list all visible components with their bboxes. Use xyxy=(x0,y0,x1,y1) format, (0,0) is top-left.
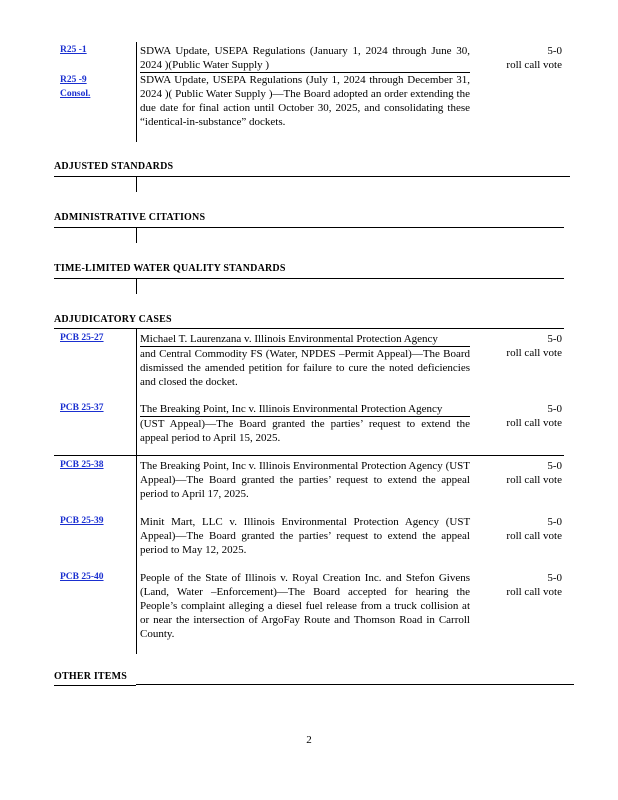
case-row xyxy=(54,515,570,561)
item-description-line1: SDWA Update, USEPA Regulations (January 1, 2024 through June 30, 2024 )(Public Water Supply ) xyxy=(140,45,470,71)
case-description xyxy=(140,459,470,501)
case-summary: (UST Appeal)—The Board granted the parties’ request to extend the appeal period to April 17, 2025. xyxy=(140,460,471,500)
column-divider xyxy=(136,328,137,654)
vote-count: 5-0 xyxy=(547,333,562,345)
column-divider xyxy=(136,278,137,294)
case-description xyxy=(140,332,470,389)
docket-link-pcb-25-39[interactable]: PCB 25-39 xyxy=(60,516,104,526)
case-summary: (UST Appeal)—The Board granted the parties’ request to extend the appeal period to April 15, 2025. xyxy=(140,418,470,444)
section-rule xyxy=(54,176,570,177)
vote-count: 5-0 xyxy=(547,460,562,472)
vote-type: roll call vote xyxy=(506,474,562,486)
item-description-rest: SDWA Update, USEPA Regulations (July 1, 2024 through December 31, 2024 )( Public Water Supply )—The Board adopted an order extending the due date for final action until October 30, 2025, and consolidating these “identical-in-substance” dockets. xyxy=(140,74,470,128)
vote-count: 5-0 xyxy=(547,45,562,57)
vote-count: 5-0 xyxy=(547,516,562,528)
docket-link-pcb-25-40[interactable]: PCB 25-40 xyxy=(60,572,104,582)
vote-type: roll call vote xyxy=(506,586,562,598)
case-description xyxy=(140,571,470,641)
case-row xyxy=(54,402,570,448)
case-row xyxy=(54,332,570,392)
vote-result xyxy=(482,571,562,599)
vote-count: 5-0 xyxy=(547,572,562,584)
section-heading-time-limited-standards: TIME-LIMITED WATER QUALITY STANDARDS xyxy=(54,263,286,274)
column-divider xyxy=(136,227,137,243)
case-description xyxy=(140,515,470,557)
docket-link-consol[interactable]: Consol. xyxy=(60,89,91,99)
section-rule xyxy=(54,328,564,329)
case-row xyxy=(54,459,570,505)
section-rule xyxy=(54,227,564,228)
case-row xyxy=(54,571,570,647)
vote-type: roll call vote xyxy=(506,59,562,71)
section-heading-administrative-citations: ADMINISTRATIVE CITATIONS xyxy=(54,212,206,223)
row-rule xyxy=(54,455,564,456)
item-description xyxy=(140,44,470,129)
case-title: Michael T. Laurenzana v. Illinois Environmental Protection Agency xyxy=(140,332,470,347)
column-divider xyxy=(136,176,137,192)
case-title: The Breaking Point, Inc v. Illinois Environmental Protection Agency xyxy=(140,460,443,472)
page-number: 2 xyxy=(306,734,312,746)
docket-link-pcb-25-27[interactable]: PCB 25-27 xyxy=(60,333,104,343)
section-rule xyxy=(54,685,136,686)
rulemaking-item xyxy=(54,44,570,144)
case-summary: Givens (Land, Water –Enforcement)—The Board accepted for hearing the People’s complaint alleging a diesel fuel release from a truck collision at or near the intersection of ArgoFay Route and Thomson Road in Carroll County. xyxy=(140,572,471,640)
vote-type: roll call vote xyxy=(506,347,562,359)
section-rule xyxy=(136,684,574,685)
case-title: The Breaking Point, Inc v. Illinois Environmental Protection Agency xyxy=(140,402,470,417)
case-description xyxy=(140,402,470,445)
vote-result xyxy=(482,402,562,430)
docket-link-pcb-25-37[interactable]: PCB 25-37 xyxy=(60,403,104,413)
docket-link-pcb-25-38[interactable]: PCB 25-38 xyxy=(60,460,104,470)
case-summary: and Central Commodity FS (Water, NPDES –Permit Appeal)—The Board dismissed the amended petition for failure to cure the noted deficiencies and closed the docket. xyxy=(140,348,470,388)
vote-type: roll call vote xyxy=(506,417,562,429)
case-summary: Appeal)—The Board granted the parties’ request to extend the appeal period to May 12, 2025. xyxy=(140,530,470,556)
vote-result xyxy=(482,44,562,72)
vote-count: 5-0 xyxy=(547,403,562,415)
section-heading-other-items: OTHER ITEMS xyxy=(54,671,128,682)
case-title: People of the State of Illinois v. Royal Creation Inc. and Stefon xyxy=(140,572,435,584)
vote-result xyxy=(482,459,562,487)
docket-link-r25-9[interactable]: R25 -9 xyxy=(60,75,87,85)
case-title: Minit Mart, LLC v. Illinois Environmental Protection Agency (UST xyxy=(140,516,470,528)
vote-type: roll call vote xyxy=(506,530,562,542)
vote-result xyxy=(482,515,562,543)
column-divider xyxy=(136,42,137,142)
section-rule xyxy=(54,278,564,279)
docket-link-r25-1[interactable]: R25 -1 xyxy=(60,45,87,55)
section-heading-adjusted-standards: ADJUSTED STANDARDS xyxy=(54,161,174,172)
section-heading-adjudicatory-cases: ADJUDICATORY CASES xyxy=(54,314,172,325)
vote-result xyxy=(482,332,562,360)
